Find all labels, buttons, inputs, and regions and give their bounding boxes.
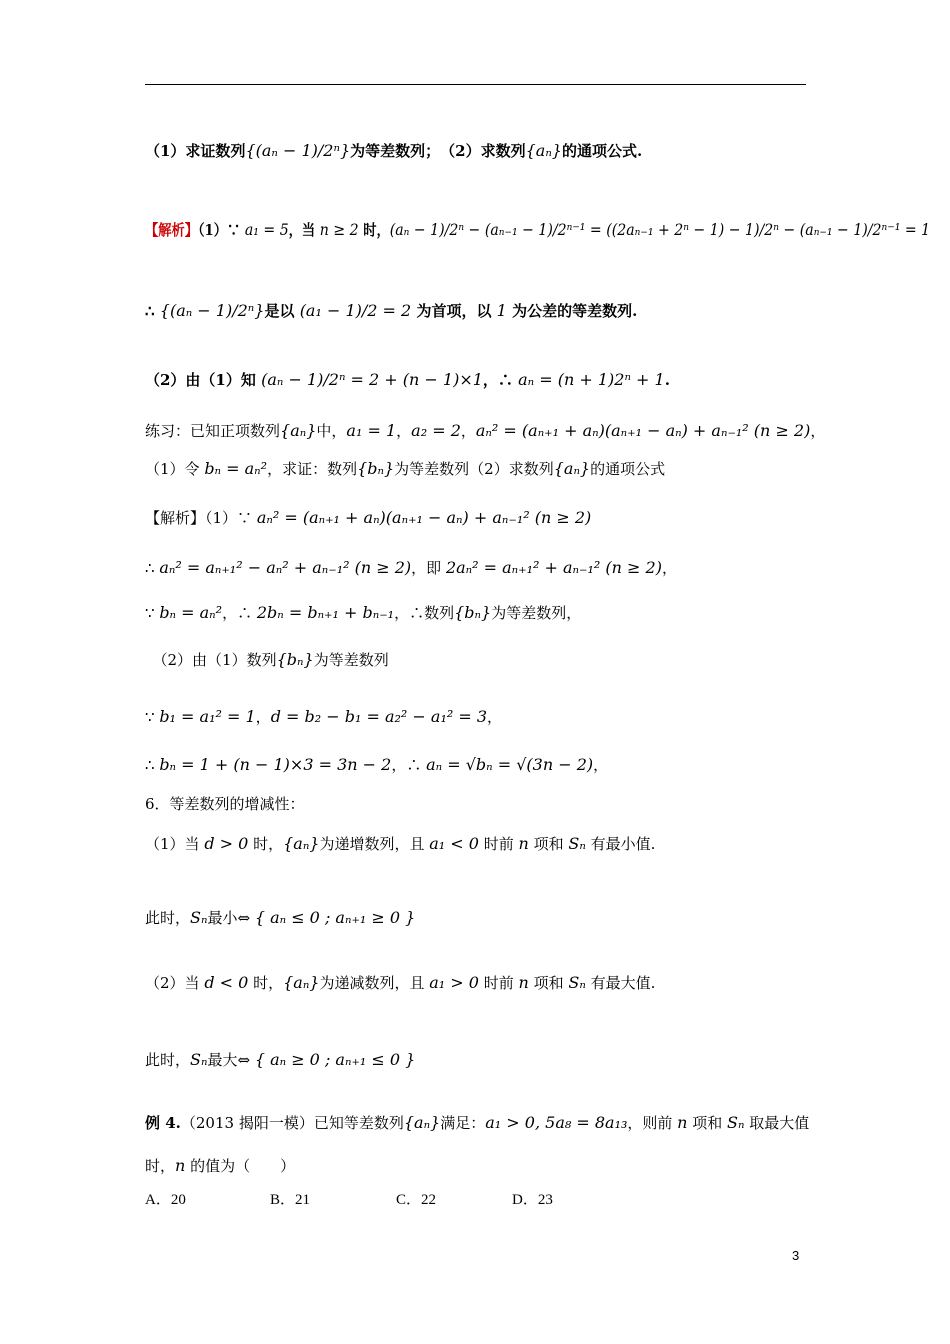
text-span: ，	[255, 708, 271, 726]
text-span: ∴	[145, 756, 160, 774]
text-span: 为等差数列	[313, 651, 389, 669]
text-span: ，	[810, 422, 826, 440]
text-line	[145, 510, 591, 526]
text-span: 为公差的等差数列.	[506, 302, 638, 320]
math-expression: {bₙ}	[276, 650, 314, 669]
math-expression: (aₙ − 1)/2ⁿ − (aₙ₋₁ − 1)/2ⁿ⁻¹ = ((2aₙ₋₁ + 2ⁿ − 1) − 1)/2ⁿ − (aₙ₋₁ − 1)/2ⁿ⁻¹ = 1	[389, 220, 931, 239]
text-span: （2）当	[145, 974, 205, 992]
text-span: 为等差数列（2）求数列	[394, 460, 554, 478]
text-span: 时前	[478, 974, 519, 992]
text-span: ∵	[145, 708, 160, 726]
text-span: ，	[396, 422, 412, 440]
math-expression: {aₙ}	[553, 459, 591, 478]
math-expression: n	[518, 973, 529, 992]
text-span: 为等差数列； （2）求数列	[350, 142, 526, 160]
math-expression: bₙ = aₙ²	[159, 603, 223, 622]
math-expression: 2bₙ = bₙ₊₁ + bₙ₋₁	[256, 603, 395, 622]
text-span: （2013 揭阳一模）已知等差数列	[180, 1114, 404, 1132]
math-expression: a₁ = 1	[346, 421, 397, 440]
text-span: 满足：	[440, 1114, 486, 1132]
text-span: ，即	[411, 559, 446, 577]
text-line	[145, 797, 305, 812]
text-span: 有最小值.	[585, 835, 656, 853]
text-span: 项和	[687, 1114, 728, 1132]
analysis-tag: 【解析】	[145, 221, 198, 239]
text-line	[145, 1158, 295, 1174]
math-expression: {aₙ}	[283, 834, 320, 853]
text-span: 为递减数列，且	[319, 974, 430, 992]
text-line	[145, 1052, 415, 1068]
text-span: 项和	[528, 835, 569, 853]
math-expression: Sₙ	[190, 908, 208, 927]
example-label: 例 4.	[145, 1114, 181, 1132]
text-line	[145, 1115, 809, 1131]
text-line	[145, 709, 502, 725]
math-expression: 1	[496, 301, 507, 320]
text-span: ，∴	[482, 371, 519, 389]
text-span: 6．等差数列的增减性：	[145, 795, 305, 813]
text-span: 此时，	[145, 1051, 191, 1069]
math-expression: n	[175, 1156, 186, 1175]
text-span: ，	[487, 708, 503, 726]
text-span: （1）∵	[197, 221, 245, 239]
math-expression: {aₙ}	[403, 1113, 441, 1132]
math-expression: {bₙ}	[357, 459, 395, 478]
math-expression: (a₁ − 1)/2 = 2	[299, 301, 412, 320]
math-expression: a₁ > 0, 5a₈ = 8a₁₃	[485, 1113, 628, 1132]
text-span: ，则前	[627, 1114, 678, 1132]
text-line	[145, 605, 581, 621]
text-span: 项和	[528, 974, 569, 992]
math-expression: Sₙ	[568, 834, 586, 853]
text-span: 的通项公式	[590, 460, 666, 478]
text-span: 有最大值.	[585, 974, 656, 992]
math-expression: Sₙ	[568, 973, 586, 992]
text-span: ，∴	[391, 756, 427, 774]
math-expression: aₙ² = (aₙ₊₁ + aₙ)(aₙ₊₁ − aₙ) + aₙ₋₁² (n ≥ 2)	[475, 421, 811, 440]
math-expression: aₙ² = (aₙ₊₁ + aₙ)(aₙ₊₁ − aₙ) + aₙ₋₁² (n ≥ 2)	[256, 508, 592, 527]
math-expression: {aₙ}	[525, 141, 562, 160]
text-span: 是以	[264, 302, 300, 320]
math-expression: n ≥ 2	[319, 220, 359, 239]
math-expression: bₙ = 1 + (n − 1)×3 = 3n − 2	[159, 755, 392, 774]
text-span: （2）由（1）数列	[145, 651, 277, 669]
text-line	[145, 757, 608, 773]
text-line	[145, 372, 670, 388]
text-line	[145, 143, 642, 159]
math-expression: {bₙ}	[454, 603, 492, 622]
math-expression: n	[518, 834, 529, 853]
text-span: ∴	[145, 559, 160, 577]
text-line	[145, 303, 637, 319]
math-expression: {(aₙ − 1)/2ⁿ}	[245, 141, 351, 160]
text-line	[145, 423, 825, 439]
math-expression: {aₙ}	[283, 973, 320, 992]
text-line	[145, 560, 677, 576]
math-expression: {aₙ}	[280, 421, 317, 440]
math-expression: {(aₙ − 1)/2ⁿ}	[159, 301, 265, 320]
text-span: ，求证：数列	[267, 460, 358, 478]
text-span: ，∴	[222, 604, 257, 622]
page-number: 3	[792, 1248, 800, 1263]
text-span: （1）求证数列	[145, 142, 246, 160]
text-span: 的值为（ ）	[185, 1157, 296, 1175]
text-span: ∵	[145, 604, 160, 622]
option-a: A．20	[145, 1192, 186, 1208]
math-expression: n	[677, 1113, 688, 1132]
math-expression: b₁ = a₁² = 1	[159, 707, 256, 726]
text-span: 练习：已知正项数列	[145, 422, 281, 440]
math-expression: a₁ = 5	[244, 220, 289, 239]
text-span: .	[664, 371, 670, 389]
text-span: ，	[593, 756, 609, 774]
text-line	[145, 836, 655, 852]
text-span: 时前	[478, 835, 519, 853]
text-span: ，当	[288, 221, 320, 239]
math-expression: { aₙ ≥ 0 ; aₙ₊₁ ≤ 0 }	[254, 1050, 416, 1069]
math-expression: Sₙ	[190, 1050, 208, 1069]
text-span: 最大⇔	[207, 1051, 255, 1069]
text-span: 为首项，以	[411, 302, 497, 320]
text-span: ∴	[145, 302, 160, 320]
math-expression: a₂ = 2	[411, 421, 461, 440]
text-span: （2）由（1）知	[145, 371, 262, 389]
header-rule	[145, 84, 806, 85]
option-d: D．23	[512, 1192, 553, 1208]
text-span: 时，	[248, 835, 284, 853]
text-span: 时，	[358, 221, 390, 239]
text-line	[145, 461, 665, 477]
text-span: 取最大值	[744, 1114, 810, 1132]
math-expression: d = b₂ − b₁ = a₂² − a₁² = 3	[270, 707, 488, 726]
text-span: 【解析】（1）∵	[145, 509, 257, 527]
text-span: ，∴数列	[394, 604, 455, 622]
text-line	[145, 652, 389, 668]
text-span: （1）当	[145, 835, 205, 853]
option-b: B．21	[270, 1192, 311, 1208]
math-expression: d < 0	[204, 973, 249, 992]
math-expression: d > 0	[204, 834, 249, 853]
math-expression: aₙ = (n + 1)2ⁿ + 1	[518, 370, 665, 389]
text-span: 中，	[316, 422, 347, 440]
text-span: 为递增数列，且	[319, 835, 430, 853]
math-expression: { aₙ ≤ 0 ; aₙ₊₁ ≥ 0 }	[254, 908, 416, 927]
text-line	[145, 222, 930, 238]
math-expression: 2aₙ² = aₙ₊₁² + aₙ₋₁² (n ≥ 2)	[445, 558, 662, 577]
math-expression: aₙ² = aₙ₊₁² − aₙ² + aₙ₋₁² (n ≥ 2)	[159, 558, 412, 577]
text-span: 时，	[145, 1157, 176, 1175]
text-span: 此时，	[145, 909, 191, 927]
text-span: ，	[661, 559, 677, 577]
text-span: 为等差数列，	[491, 604, 582, 622]
text-span: 时，	[248, 974, 284, 992]
text-span: 最小⇔	[207, 909, 255, 927]
option-c: C．22	[396, 1192, 437, 1208]
text-line	[145, 910, 415, 926]
text-span: （1）令	[145, 460, 205, 478]
math-expression: a₁ > 0	[429, 973, 479, 992]
math-expression: Sₙ	[727, 1113, 745, 1132]
text-span: ，	[460, 422, 476, 440]
math-expression: bₙ = aₙ²	[204, 459, 268, 478]
text-span: 的通项公式.	[561, 142, 643, 160]
math-expression: aₙ = √bₙ = √(3n − 2)	[426, 755, 594, 774]
math-expression: (aₙ − 1)/2ⁿ = 2 + (n − 1)×1	[261, 370, 483, 389]
math-expression: a₁ < 0	[429, 834, 479, 853]
text-line	[145, 975, 655, 991]
